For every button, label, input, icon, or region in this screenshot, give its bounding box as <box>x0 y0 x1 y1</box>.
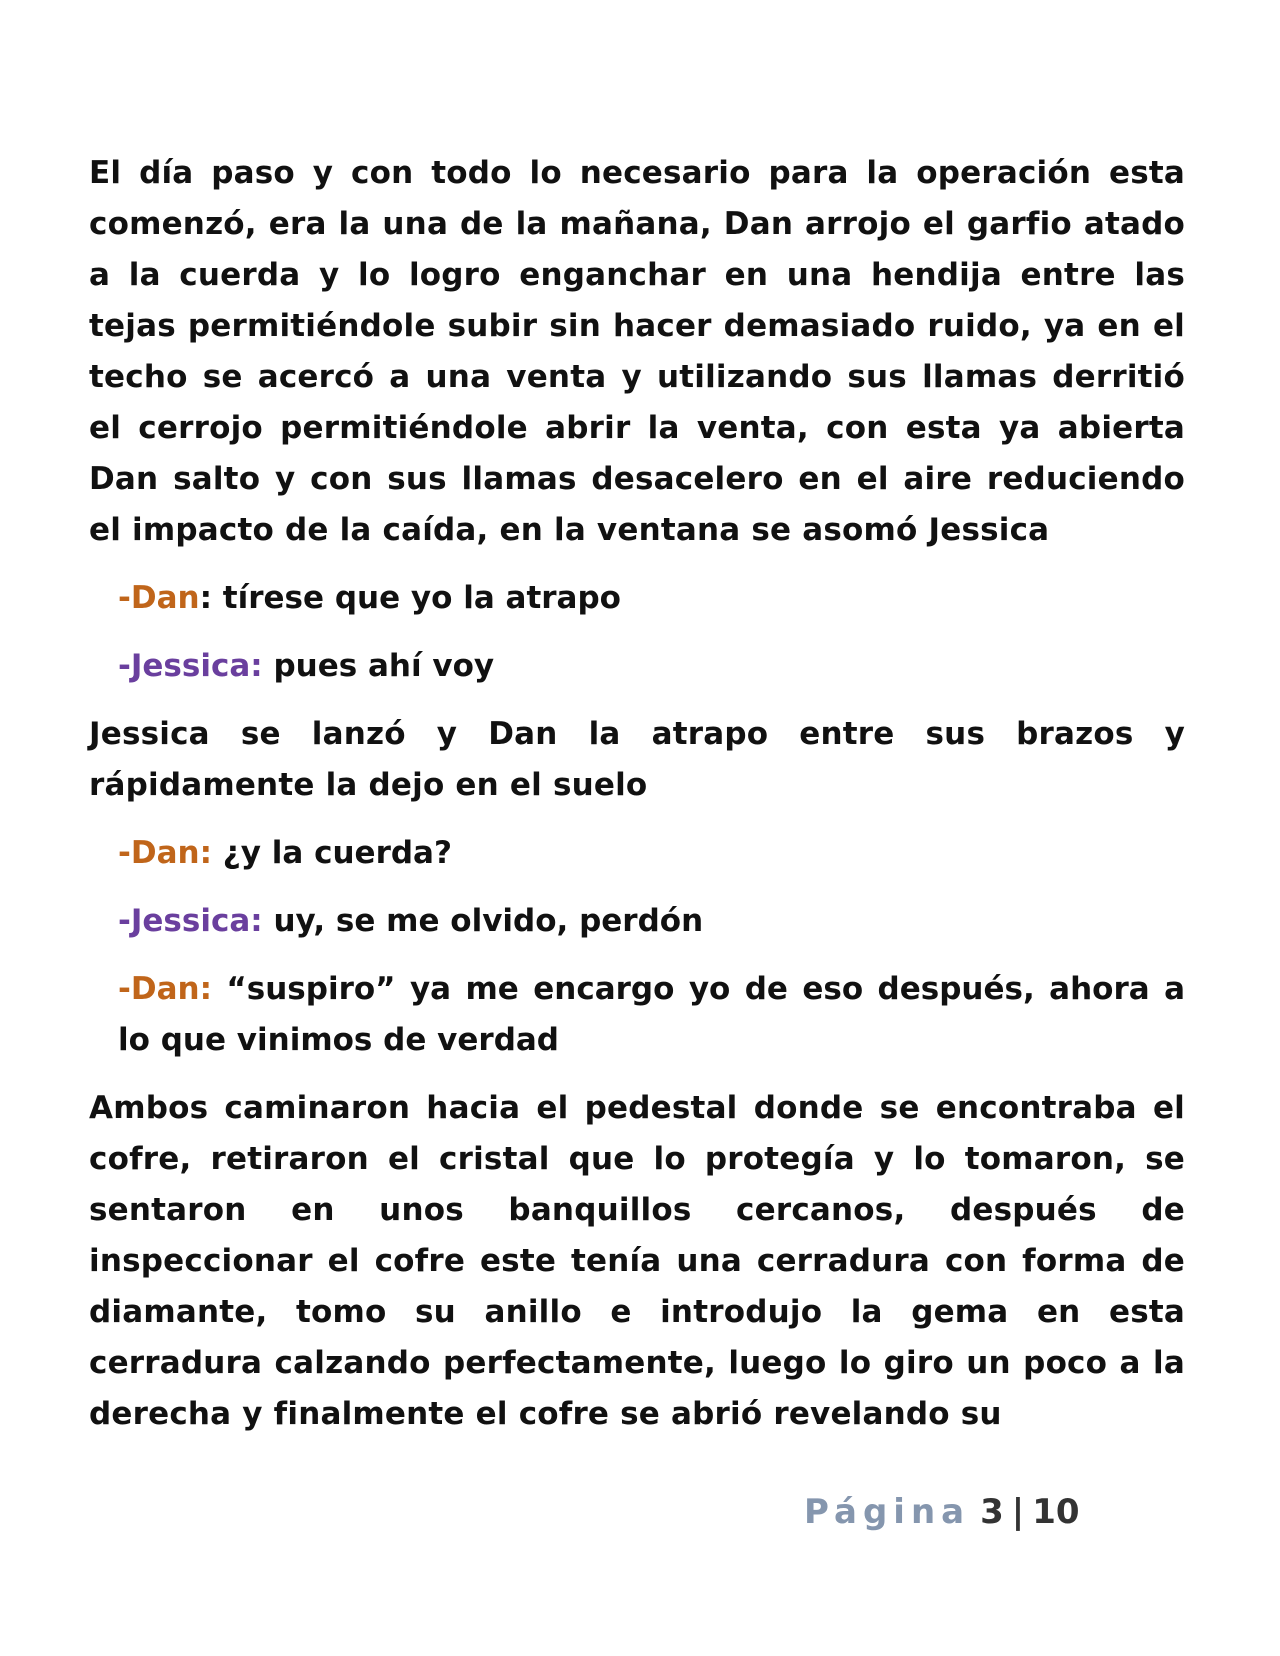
speaker-name: -Dan: <box>118 835 212 871</box>
paragraph: Ambos caminaron hacia el pedestal donde se encontraba el cofre, retiraron el cristal que lo protegía y lo tomaron, se sentaron en unos banquillos cercanos, después de inspeccionar el cofre este tenía una cerradura con forma de diamante, tomo su anillo e introdujo la gema en esta cerradura calzando perfectamente, luego lo giro un poco a la derecha y finalmente el cofre se abrió revelando su <box>89 1090 1185 1432</box>
total-pages: 10 <box>1032 1492 1080 1532</box>
speaker-name: -Jessica: <box>118 903 263 939</box>
dialogue-text: tírese que yo la atrapo <box>212 580 621 616</box>
page-label: Página <box>804 1492 971 1532</box>
dialogue-line <box>118 828 1185 879</box>
paragraph: El día paso y con todo lo necesario para la operación esta comenzó, era la una de la mañana, Dan arrojo el garfio atado a la cuerda y lo logro enganchar en una hendija entre las tejas permitiéndole subir sin hacer demasiado ruido, ya en el techo se acercó a una venta y utilizando sus llamas derritió el cerrojo permitiéndole abrir la venta, con esta ya abierta Dan salto y con sus llamas desacelero en el aire reduciendo el impacto de la caída, en la ventana se asomó Jessica <box>89 155 1185 548</box>
dialogue-separator: : <box>199 580 212 616</box>
dialogue-line <box>118 573 1185 624</box>
dialogue-text: uy, se me olvido, perdón <box>262 903 704 939</box>
current-page: 3 <box>980 1492 1004 1532</box>
paragraph: Jessica se lanzó y Dan la atrapo entre sus brazos y rápidamente la dejo en el suelo <box>89 716 1185 803</box>
speaker-name: -Jessica: <box>118 648 263 684</box>
dialogue-text: ¿y la cuerda? <box>211 835 452 871</box>
dialogue-line <box>118 964 1185 1066</box>
page-number-footer <box>804 1492 1080 1532</box>
dialogue-line <box>118 896 1185 947</box>
dialogue-text: “suspiro” ya me encargo yo de eso después, ahora a lo que vinimos de verdad <box>118 971 1185 1058</box>
document-body <box>89 148 1185 1457</box>
page-separator: | <box>1011 1492 1025 1532</box>
speaker-name: -Dan <box>118 580 200 616</box>
speaker-name: -Dan: <box>118 971 212 1007</box>
dialogue-text: pues ahí voy <box>262 648 495 684</box>
dialogue-line <box>118 641 1185 692</box>
